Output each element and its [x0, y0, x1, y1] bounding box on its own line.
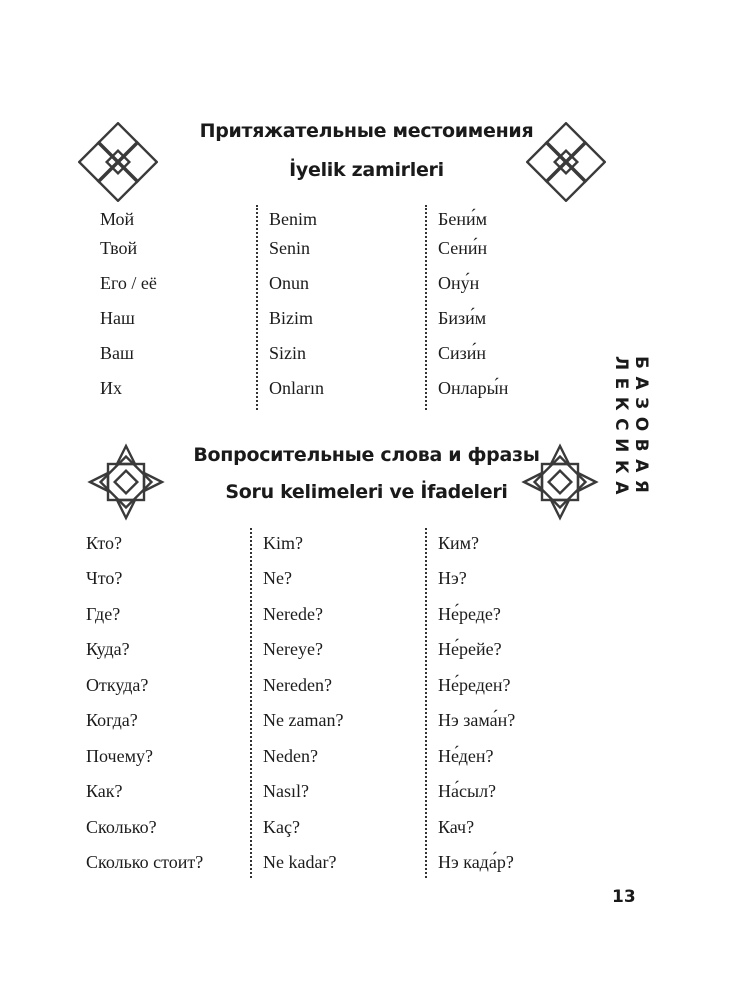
vocab-entry: Ne? — [263, 568, 292, 588]
vocab-entry: Sizin — [269, 343, 307, 363]
vocab-entry: Senin — [269, 238, 311, 258]
vocab-entry: Сколько стоит? — [86, 852, 204, 872]
vocab-entry: Не́рейе? — [438, 639, 502, 659]
vocab-entry: Нэ када́р? — [438, 852, 514, 872]
vocab-entry: Сени́н — [438, 238, 488, 258]
vocab-entry: Наш — [100, 308, 135, 328]
vocab-entry: Nerede? — [263, 604, 323, 624]
column-divider — [425, 205, 427, 410]
vocab-entry: Onların — [269, 378, 324, 398]
vocab-entry: Его / её — [100, 273, 157, 293]
vocab-entry: Ким? — [438, 533, 480, 553]
vocab-entry: Онлары́н — [438, 378, 509, 398]
column-divider — [425, 528, 427, 878]
vocab-entry: Кач? — [438, 817, 475, 837]
section2-title-ru: Вопросительные слова и фразы — [193, 444, 540, 466]
vocab-entry: Не́реде? — [438, 604, 501, 624]
vocab-entry: Что? — [86, 568, 123, 588]
vocab-entry: Kaç? — [263, 817, 300, 837]
vocab-entry: Когда? — [86, 710, 138, 730]
vocab-entry: Не́реден? — [438, 675, 511, 695]
vocab-entry: Почему? — [86, 746, 153, 766]
vocab-entry: Nasıl? — [263, 781, 309, 801]
vocab-entry: Куда? — [86, 639, 130, 659]
vocab-entry: Nereye? — [263, 639, 323, 659]
vocab-entry: Твой — [100, 238, 138, 258]
vocab-entry: Ne kadar? — [263, 852, 337, 872]
section1-title-tr: İyelik zamirleri — [289, 159, 444, 181]
section2-title-tr: Soru kelimeleri ve İfadeleri — [225, 481, 508, 503]
vocab-entry: Neden? — [263, 746, 318, 766]
side-section-title: БАЗОВАЯ ЛЕКСИКА — [611, 356, 651, 502]
vocab-entry: Их — [100, 378, 122, 398]
vocab-entry: Где? — [86, 604, 121, 624]
vocab-entry: Откуда? — [86, 675, 149, 695]
vocab-entry: Сизи́н — [438, 343, 487, 363]
vocab-entry: Мой — [100, 209, 135, 229]
vocab-entry: Нэ зама́н? — [438, 710, 516, 730]
vocab-entry: Nereden? — [263, 675, 332, 695]
vocab-entry: Сколько? — [86, 817, 157, 837]
vocab-entry: Как? — [86, 781, 123, 801]
vocab-entry: Нэ? — [438, 568, 467, 588]
column-divider — [256, 205, 258, 410]
vocab-entry: Bizim — [269, 308, 313, 328]
vocab-entry: Бизи́м — [438, 308, 487, 328]
page-number: 13 — [612, 887, 636, 907]
column-divider — [250, 528, 252, 878]
vocab-entry: Кто? — [86, 533, 122, 553]
vocab-entry: Ne zaman? — [263, 710, 344, 730]
section1-title-ru: Притяжательные местоимения — [199, 120, 534, 142]
vocab-entry: Kim? — [263, 533, 303, 553]
vocab-entry: Бени́м — [438, 209, 487, 229]
vocab-entry: Ваш — [100, 343, 134, 363]
vocab-entry: Ону́н — [438, 273, 480, 293]
vocab-entry: Onun — [269, 273, 309, 293]
vocab-entry: На́сыл? — [438, 781, 497, 801]
vocab-entry: Benim — [269, 209, 317, 229]
vocab-entry: Не́ден? — [438, 746, 494, 766]
